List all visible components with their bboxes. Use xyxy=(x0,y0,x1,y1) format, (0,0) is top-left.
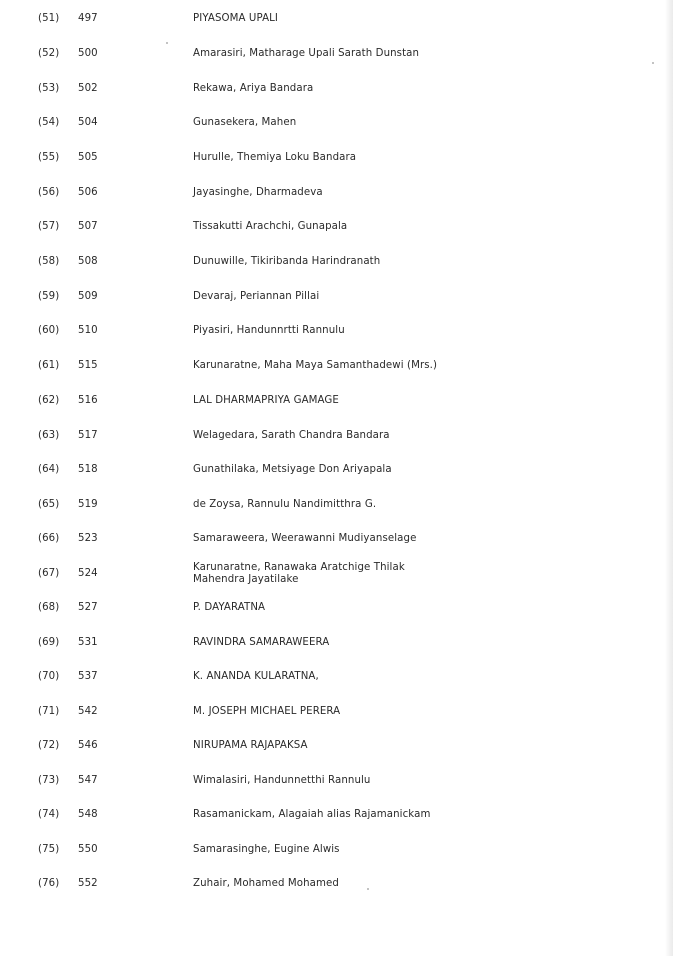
entry-name: Piyasiri, Handunnrtti Rannulu xyxy=(193,325,345,336)
list-item xyxy=(0,395,673,415)
list-item xyxy=(0,360,673,380)
entry-name: K. ANANDA KULARATNA, xyxy=(193,671,319,682)
entry-name: Zuhair, Mohamed Mohamed xyxy=(193,878,339,889)
entry-name: Rekawa, Ariya Bandara xyxy=(193,83,314,94)
list-item xyxy=(0,256,673,276)
entry-number: 500 xyxy=(78,48,98,59)
list-item xyxy=(0,878,673,898)
list-item xyxy=(0,221,673,241)
entry-name: Rasamanickam, Alagaiah alias Rajamanickam xyxy=(193,809,431,820)
entry-index: (67) xyxy=(38,568,60,579)
entry-number: 517 xyxy=(78,430,98,441)
entry-number: 548 xyxy=(78,809,98,820)
entry-name: Devaraj, Periannan Pillai xyxy=(193,291,320,302)
entry-number: 508 xyxy=(78,256,98,267)
entry-number: 519 xyxy=(78,499,98,510)
entry-index: (56) xyxy=(38,187,60,198)
entry-index: (53) xyxy=(38,83,60,94)
entry-index: (63) xyxy=(38,430,60,441)
entry-number: 506 xyxy=(78,187,98,198)
entry-name: PIYASOMA UPALI xyxy=(193,13,279,24)
scan-speck xyxy=(166,42,168,44)
list-item xyxy=(0,740,673,760)
entry-number: 524 xyxy=(78,568,98,579)
entry-name: Gunathilaka, Metsiyage Don Ariyapala xyxy=(193,464,392,475)
entry-index: (69) xyxy=(38,637,60,648)
list-item xyxy=(0,706,673,726)
entry-index: (71) xyxy=(38,706,60,717)
entry-index: (70) xyxy=(38,671,60,682)
entry-index: (73) xyxy=(38,775,60,786)
entry-number: 547 xyxy=(78,775,98,786)
entry-index: (62) xyxy=(38,395,60,406)
list-item xyxy=(0,13,673,33)
list-item xyxy=(0,83,673,103)
entry-name: Karunaratne, Maha Maya Samanthadewi (Mrs.) xyxy=(193,360,438,371)
entry-index: (58) xyxy=(38,256,60,267)
list-item xyxy=(0,809,673,829)
entry-number: 504 xyxy=(78,117,98,128)
entry-name: Hurulle, Themiya Loku Bandara xyxy=(193,152,357,163)
entry-number: 518 xyxy=(78,464,98,475)
list-item xyxy=(0,775,673,795)
list-item xyxy=(0,291,673,311)
entry-index: (72) xyxy=(38,740,60,751)
entry-number: 523 xyxy=(78,533,98,544)
entry-index: (74) xyxy=(38,809,60,820)
entry-name: de Zoysa, Rannulu Nandimitthra G. xyxy=(193,499,377,510)
entry-number: 507 xyxy=(78,221,98,232)
entry-name: Dunuwille, Tikiribanda Harindranath xyxy=(193,256,381,267)
entry-index: (61) xyxy=(38,360,60,371)
entry-number: 531 xyxy=(78,637,98,648)
entry-number: 505 xyxy=(78,152,98,163)
entry-index: (65) xyxy=(38,499,60,510)
entry-index: (68) xyxy=(38,602,60,613)
entry-index: (76) xyxy=(38,878,60,889)
entry-number: 550 xyxy=(78,844,98,855)
entry-name: Welagedara, Sarath Chandra Bandara xyxy=(193,430,390,441)
entry-index: (52) xyxy=(38,48,60,59)
scan-speck xyxy=(652,62,654,64)
entry-index: (64) xyxy=(38,464,60,475)
entry-number: 502 xyxy=(78,83,98,94)
entry-name: LAL DHARMAPRIYA GAMAGE xyxy=(193,395,339,406)
entry-number: 552 xyxy=(78,878,98,889)
list-item xyxy=(0,430,673,450)
entry-number: 516 xyxy=(78,395,98,406)
entry-index: (54) xyxy=(38,117,60,128)
list-item xyxy=(0,187,673,207)
list-item xyxy=(0,533,673,553)
entry-index: (60) xyxy=(38,325,60,336)
entry-index: (59) xyxy=(38,291,60,302)
list-item xyxy=(0,637,673,657)
list-item xyxy=(0,499,673,519)
entry-name: Tissakutti Arachchi, Gunapala xyxy=(193,221,348,232)
list-item xyxy=(0,117,673,137)
entry-index: (51) xyxy=(38,13,60,24)
entry-number: 509 xyxy=(78,291,98,302)
entry-name: Amarasiri, Matharage Upali Sarath Dunstan xyxy=(193,48,420,59)
entry-name: Jayasinghe, Dharmadeva xyxy=(193,187,323,198)
entry-name: Karunaratne, Ranawaka Aratchige Thilak Mahendra Jayatilake xyxy=(193,562,405,585)
entry-name: Gunasekera, Mahen xyxy=(193,117,297,128)
entry-number: 527 xyxy=(78,602,98,613)
list-item xyxy=(0,464,673,484)
entry-name: P. DAYARATNA xyxy=(193,602,266,613)
scan-speck xyxy=(367,888,369,890)
entry-name: Samarasinghe, Eugine Alwis xyxy=(193,844,340,855)
entry-name: M. JOSEPH MICHAEL PERERA xyxy=(193,706,341,717)
list-item xyxy=(0,152,673,172)
list-item xyxy=(0,562,673,590)
entry-index: (57) xyxy=(38,221,60,232)
entry-index: (55) xyxy=(38,152,60,163)
entry-number: 537 xyxy=(78,671,98,682)
entry-name: Wimalasiri, Handunnetthi Rannulu xyxy=(193,775,371,786)
entry-number: 546 xyxy=(78,740,98,751)
entry-number: 510 xyxy=(78,325,98,336)
list-item xyxy=(0,844,673,864)
entry-name: NIRUPAMA RAJAPAKSA xyxy=(193,740,308,751)
scan-edge-shadow xyxy=(665,0,673,956)
entry-number: 542 xyxy=(78,706,98,717)
entry-number: 515 xyxy=(78,360,98,371)
entry-index: (75) xyxy=(38,844,60,855)
entry-index: (66) xyxy=(38,533,60,544)
entry-number: 497 xyxy=(78,13,98,24)
list-item xyxy=(0,602,673,622)
list-item xyxy=(0,48,673,68)
entry-name: Samaraweera, Weerawanni Mudiyanselage xyxy=(193,533,417,544)
list-item xyxy=(0,671,673,691)
list-item xyxy=(0,325,673,345)
entry-name: RAVINDRA SAMARAWEERA xyxy=(193,637,330,648)
